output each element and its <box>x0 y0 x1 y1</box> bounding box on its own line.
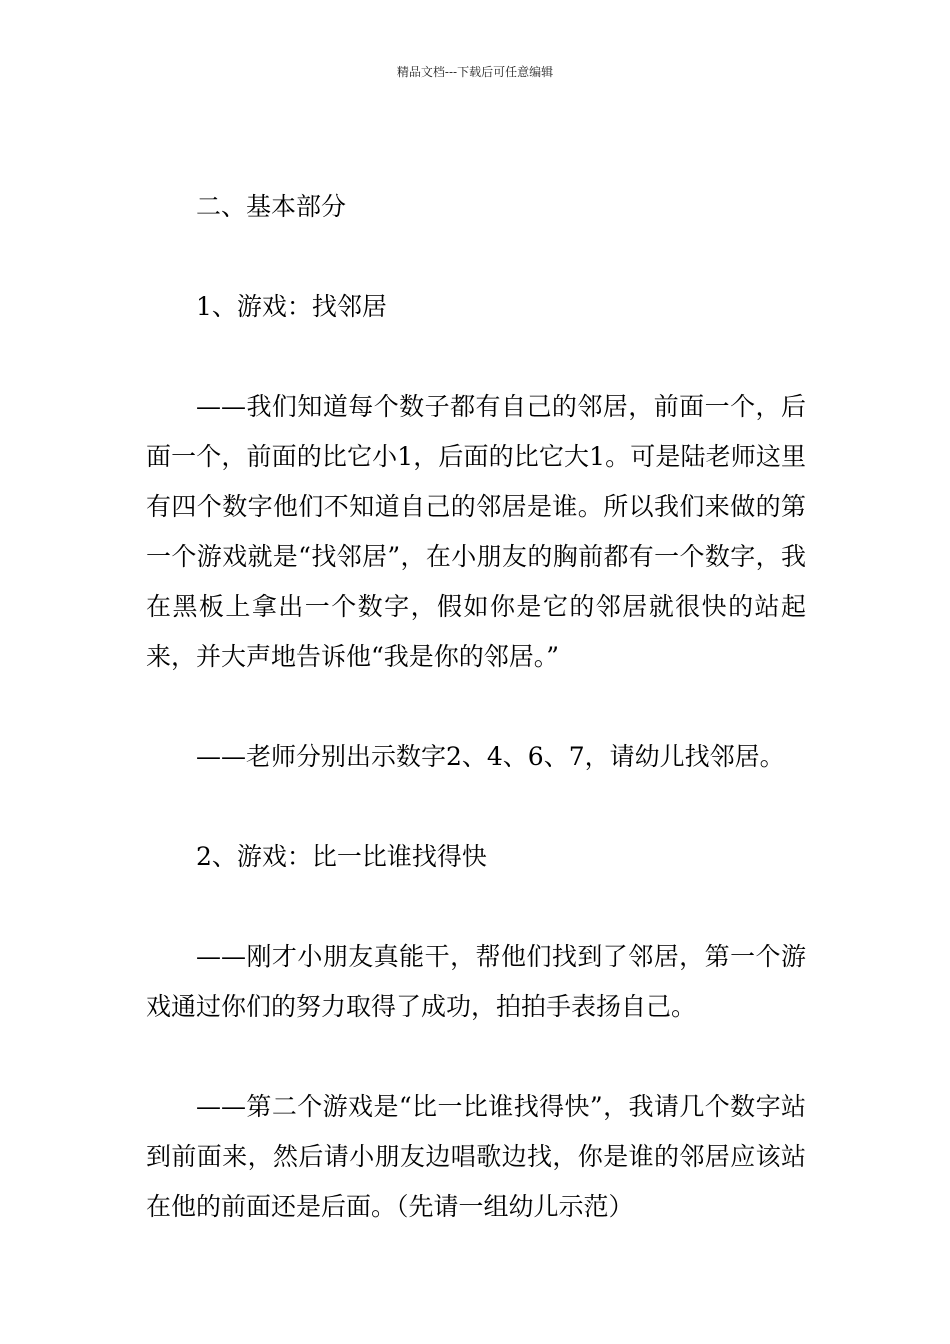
document-body <box>146 182 806 1232</box>
page-header: 精品文档---下载后可任意编辑 <box>396 65 554 79</box>
paragraph-1: ——我们知道每个数子都有自己的邻居，前面一个，后面一个，前面的比它小1，后面的比它大1。可是陆老师这里有四个数字他们不知道自己的邻居是谁。所以我们来做的第一个游戏就是“找邻居”，在小朋友的胸前都有一个数字，我在黑板上拿出一个数字，假如你是它的邻居就很快的站起来，并大声地告诉他“我是你的邻居。” <box>146 392 806 671</box>
section-heading: 二、基本部分 <box>196 192 347 221</box>
paragraph-2: ——老师分别出示数字2、4、6、7，请幼儿找邻居。 <box>196 742 785 771</box>
subsection-heading-2: 2、游戏：比一比谁找得快 <box>196 842 487 871</box>
paragraph-3: ——刚才小朋友真能干，帮他们找到了邻居，第一个游戏通过你们的努力取得了成功，拍拍手表扬自己。 <box>146 942 806 1021</box>
subsection-heading-1: 1、游戏：找邻居 <box>196 292 387 321</box>
paragraph-4: ——第二个游戏是“比一比谁找得快”，我请几个数字站到前面来，然后请小朋友边唱歌边找，你是谁的邻居应该站在他的前面还是后面。（先请一组幼儿示范） <box>146 1092 806 1221</box>
